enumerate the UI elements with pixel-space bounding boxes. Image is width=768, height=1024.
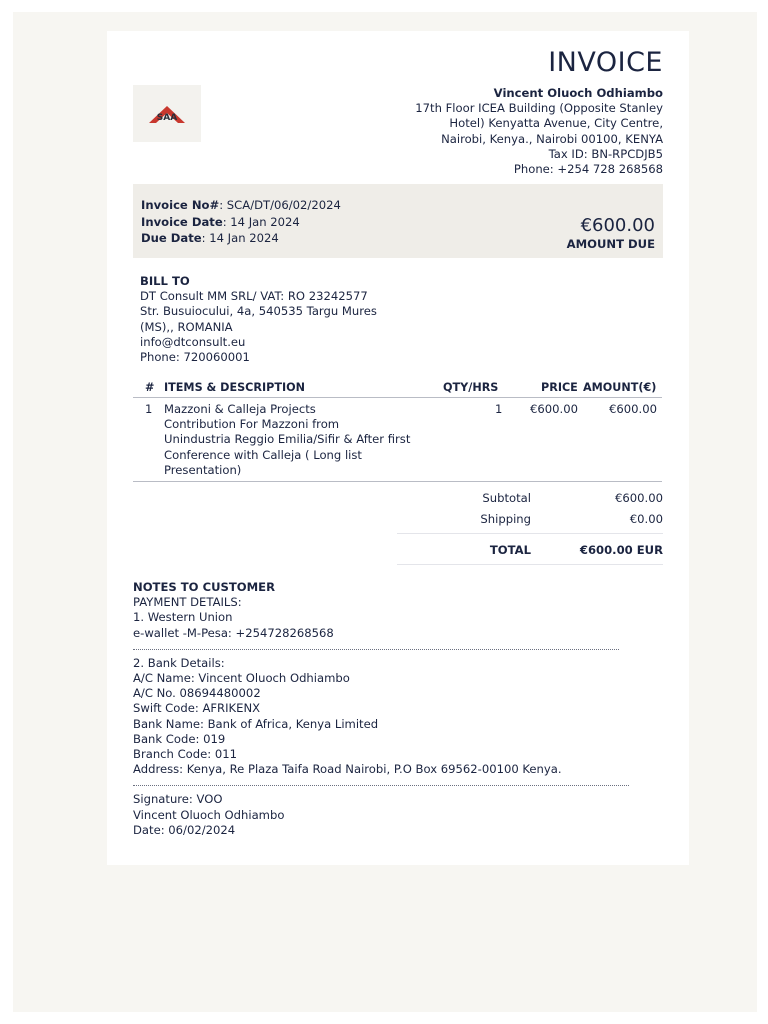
company-logo [133, 85, 201, 142]
sender-name: Vincent Oluoch Odhiambo [493, 86, 663, 100]
notes-line: 1. Western Union [133, 610, 233, 625]
notes-line: 2. Bank Details: [133, 655, 225, 670]
table-row-divider [133, 481, 662, 482]
notes-line: Bank Name: Bank of Africa, Kenya Limited [133, 716, 379, 731]
notes-block [133, 580, 653, 838]
column-header-number: # [145, 381, 155, 394]
totals-divider [397, 533, 663, 534]
notes-line: A/C No. 08694480002 [133, 686, 261, 701]
invoice-date-label: Invoice Date [141, 214, 223, 229]
notes-line: Date: 06/02/2024 [133, 822, 236, 837]
notes-line: Branch Code: 011 [133, 747, 237, 762]
invoice-meta [141, 197, 341, 247]
dotted-separator [133, 785, 629, 786]
amount-due-block [567, 215, 655, 252]
shipping-value: €0.00 [629, 512, 663, 526]
item-description-line: Presentation) [164, 462, 242, 477]
sender-address-block [343, 86, 663, 177]
notes-line: e-wallet -M-Pesa: +254728268568 [133, 625, 334, 640]
item-price: €600.00 [530, 402, 578, 416]
notes-line: A/C Name: Vincent Oluoch Odhiambo [133, 671, 350, 686]
bill-to-heading: BILL TO [140, 274, 190, 288]
total-value: €600.00 EUR [579, 543, 663, 557]
sender-tax-id: Tax ID: BN-RPCDJB5 [548, 146, 663, 161]
invoice-number-label: Invoice No# [141, 198, 220, 212]
item-number: 1 [145, 402, 153, 416]
notes-line: Signature: VOO [133, 792, 223, 807]
subtotal-label: Subtotal [482, 491, 531, 505]
bill-to-line: (MS),, ROMANIA [140, 319, 233, 334]
notes-line: Swift Code: AFRIKENX [133, 701, 261, 716]
bill-to-email: info@dtconsult.eu [140, 334, 246, 349]
bill-to-phone: Phone: 720060001 [140, 350, 250, 365]
chevron-logo-icon [145, 103, 189, 125]
sender-address-line: Hotel) Kenyatta Avenue, City Centre, [449, 116, 663, 131]
sender-address-line: Nairobi, Kenya., Nairobi 00100, KENYA [441, 131, 663, 146]
notes-heading: NOTES TO CUSTOMER [133, 580, 275, 594]
invoice-date [141, 214, 341, 231]
sender-phone: Phone: +254 728 268568 [513, 162, 663, 177]
shipping-label: Shipping [480, 512, 531, 526]
subtotal-value: €600.00 [615, 491, 663, 505]
notes-line: Address: Kenya, Re Plaza Taifa Road Nairobi, P.O Box 69562-00100 Kenya. [133, 762, 562, 777]
table-header-divider [133, 397, 662, 398]
item-amount: €600.00 [609, 402, 657, 416]
notes-line: Bank Code: 019 [133, 731, 226, 746]
invoice-title: INVOICE [548, 47, 663, 78]
column-header-price: PRICE [541, 381, 578, 394]
invoice-date-value: : 14 Jan 2024 [222, 214, 300, 229]
item-description-line: Mazzoni & Calleja Projects [164, 402, 316, 416]
total-label: TOTAL [489, 543, 531, 557]
amount-due-value: €600.00 [580, 215, 655, 236]
column-header-description: ITEMS & DESCRIPTION [164, 381, 306, 394]
due-date-label: Due Date [141, 231, 202, 245]
column-header-qty: QTY/HRS [443, 381, 499, 394]
item-description-line: Contribution For Mazzoni from [164, 417, 340, 432]
item-description [164, 402, 434, 478]
bill-to-line: DT Consult MM SRL/ VAT: RO 23242577 [140, 289, 368, 304]
due-date [141, 230, 341, 247]
amount-due-label: AMOUNT DUE [566, 237, 655, 251]
logo-text: SAA [156, 112, 178, 123]
invoice-number [141, 197, 341, 214]
bill-to-line: Str. Busuiocului, 4a, 540535 Targu Mures [140, 304, 377, 319]
invoice-number-value: : SCA/DT/06/02/2024 [219, 198, 341, 212]
totals-bottom-divider [397, 564, 663, 565]
item-qty: 1 [495, 402, 503, 416]
document-background [13, 12, 757, 1012]
item-description-line: Unindustria Reggio Emilia/Sifir & After first [164, 432, 411, 447]
notes-line: PAYMENT DETAILS: [133, 595, 242, 610]
due-date-value: : 14 Jan 2024 [201, 231, 279, 245]
bill-to-block [140, 274, 410, 365]
invoice-page [107, 31, 689, 865]
invoice-summary-band [133, 184, 663, 258]
sender-address-line: 17th Floor ICEA Building (Opposite Stanley [415, 101, 663, 116]
notes-line: Vincent Oluoch Odhiambo [133, 807, 285, 822]
column-header-amount: AMOUNT(€) [583, 381, 657, 394]
item-description-line: Conference with Calleja ( Long list [164, 447, 362, 462]
dotted-separator [133, 649, 619, 650]
